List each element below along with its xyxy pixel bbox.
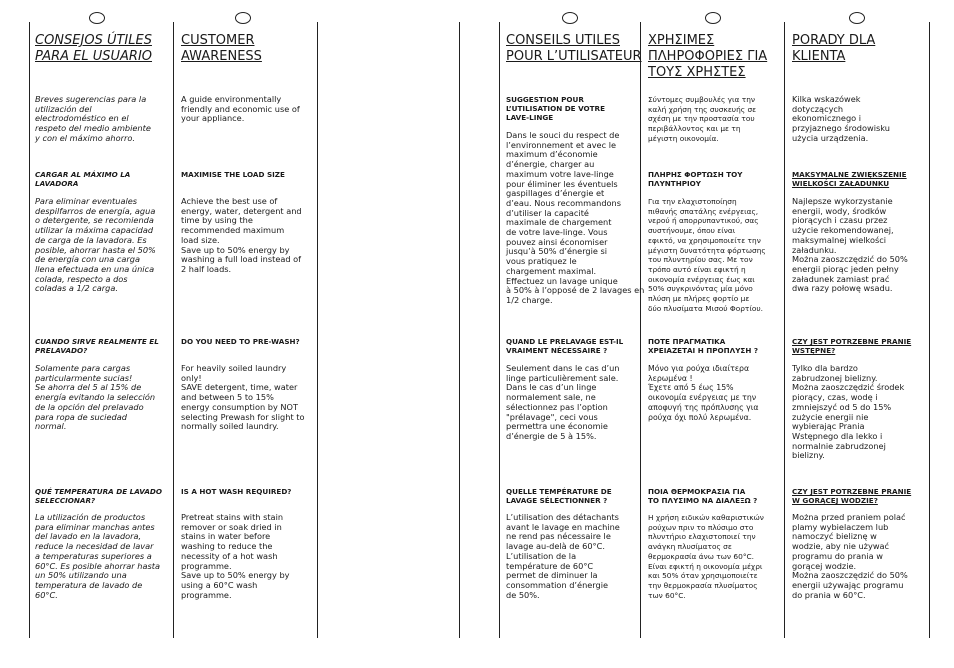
page-marker-oval	[705, 12, 721, 24]
column-rule	[173, 22, 174, 638]
heading-temperature-en: IS A HOT WASH REQUIRED?	[181, 487, 292, 496]
column-rule	[459, 22, 460, 638]
column-rule	[317, 22, 318, 638]
column-rule	[929, 22, 930, 638]
paragraph-prewash-pl: Tylko dla bardzo zabrudzonej bielizny. Można zaoszczędzić środek piorący, czas, wodę i zmniejszyć od 5 do 15% zużycie energii nie wybierając Prania Wstępnego dla lekko i normalnie zabrudzonej bielizny.	[792, 363, 905, 461]
heading-prewash-es: CUANDO SIRVE REALMENTE EL PRELAVADO?	[35, 337, 159, 355]
paragraph-load-gr: Για την ελαχιστοποίηση πιθανής σπατάλης ενέργειας, νερού ή απορρυπαντικού, σας συστήνουμε, όπου είναι εφικτό, να χρησιμοποιείτε την μέγιστη δυνατότητα φόρτωσης του πλυντηρίου σας. Με τον τρόπο αυτό είναι εφικτή η οικονομία ενέργειας έως και 50% συγκρινόντας μία μόνο πλύση με πλήρες φορτίο με δύο πλυσίματα Μισού Φορτίου.	[648, 197, 766, 313]
heading-suggestion-fr: SUGGESTION POUR L’UTILISATION DE VOTRE LAVE-LINGE	[506, 95, 605, 122]
heading-prewash-gr: ΠΟΤΕ ΠΡΑΓΜΑΤΙΚΑ ΧΡΕΙΑΖΕΤΑΙ Η ΠΡΟΠΛΥΣΗ ?	[648, 337, 759, 355]
paragraph-temperature-gr: Η χρήση ειδικών καθαριστικών ρούχων πριν το πλύσιμο στο πλυντήριο ελαχιστοποιεί την ανάγκη πλυσίματος σε θερμοκρασία άνω των 60°C. Είναι εφικτή η οικονομία μέχρι και 50% όταν χρησιμοποιείτε την θερμοκρασία πλυσίματος των 60°C.	[648, 513, 764, 600]
section-title-es: CONSEJOS ÚTILES PARA EL USUARIO	[35, 33, 153, 64]
heading-temperature-pl: CZY JEST POTRZEBNE PRANIE W GORĄCEJ WODZIE?	[792, 487, 912, 505]
section-title-fr: CONSEILS UTILES POUR L’UTILISATEUR	[506, 33, 642, 64]
section-title-gr: ΧΡΗΣΙΜΕΣ ΠΛΗΡΟΦΟΡΙΕΣ ΓΙΑ ΤΟΥΣ ΧΡΗΣΤΕΣ	[648, 33, 768, 80]
heading-temperature-gr: ΠΟΙΑ ΘΕΡΜΟΚΡΑΣΙΑ ΓΙΑ ΤΟ ΠΛΥΣΙΜΟ ΝΑ ΔΙΑΛΕΞΩ ?	[648, 487, 758, 505]
column-rule	[29, 22, 30, 638]
intro-text-es: Breves sugerencias para la utilización del electrodoméstico en el respeto del medio ambiente y con el máximo ahorro.	[35, 94, 151, 143]
heading-prewash-pl: CZY JEST POTRZEBNE PRANIE WSTĘPNE?	[792, 337, 912, 355]
heading-load-pl: MAKSYMALNE ZWIĘKSZENIE WIELKOŚCI ZAŁADUNKU	[792, 170, 907, 188]
paragraph-prewash-gr: Μόνο για ρούχα ιδιαίτερα λερωμένα ! Έχετε από 5 έως 15% οικονομία ενέργειας με την αποφυγή της πρόπλυσης για ρούχα όχι πολύ λερωμένα.	[648, 364, 759, 422]
paragraph-prewash-es: Solamente para cargas particularmente sucias! Se ahorra del 5 al 15% de energía evitando la selección de la opción del prelavado para ropa de suciedad normal.	[35, 363, 156, 432]
heading-temperature-fr: QUELLE TEMPÉRATURE DE LAVAGE SÉLECTIONNER ?	[506, 487, 612, 505]
paragraph-prewash-fr: Seulement dans le cas d’un linge particulièrement sale. Dans le cas d’un linge normalement sale, ne sélectionnez pas l’option "prélavage", ceci vous permettra une économie d’énergie de 5 à 15%.	[506, 363, 620, 441]
paragraph-load-fr: Dans le souci du respect de l’environnement et avec le maximum d’économie d’énergie, charger au maximum votre lave-linge pour éliminer les éventuels gaspillages d’énergie et d’eau. Nous recommandons d’utiliser la capacité maximale de chargement de votre lave-linge. Vous pouvez ainsi économiser jusqu’à 50% d’énergie si vous pratiquez le chargement maximal. Effectuez un lavage unique à 50% à l’opposé de 2 lavages en 1/2 charge.	[506, 130, 645, 305]
paragraph-temperature-es: La utilización de productos para eliminar manchas antes del lavado en la lavadora, reduce la necesidad de lavar a temperaturas superiores a 60°C. Es posible ahorrar hasta un 50% utilizando una temperatura de lavado de 60°C.	[35, 512, 160, 600]
paragraph-load-en: Achieve the best use of energy, water, detergent and time by using the recommended maximum load size. Save up to 50% energy by washing a full load instead of 2 half loads.	[181, 196, 302, 274]
page-marker-oval	[562, 12, 578, 24]
paragraph-load-es: Para eliminar eventuales despilfarros de energía, agua o detergente, se recomienda utilizar la máxima capacidad de carga de la lavadora. Es posible, ahorrar hasta el 50% de energía con una carga llena efectuada en una única colada, respecto a dos coladas a 1/2 carga.	[35, 196, 156, 294]
paragraph-load-pl: Najlepsze wykorzystanie energii, wody, środków piorących i czasu przez użycie rekomendowanej, maksymalnej wielkości załadunku. Można zaoszczędzić do 50% energii piorąc jeden pełny załadunek zamiast prać dwa razy połowę wsadu.	[792, 196, 908, 294]
column-rule	[640, 22, 641, 638]
page-marker-oval	[89, 12, 105, 24]
page-marker-oval	[849, 12, 865, 24]
page-marker-oval	[235, 12, 251, 24]
heading-prewash-fr: QUAND LE PRELAVAGE EST-IL VRAIMENT NÉCESSAIRE ?	[506, 337, 624, 355]
paragraph-temperature-pl: Można przed praniem polać plamy wybielaczem lub namoczyć bieliznę w wodzie, aby nie używać programu do prania w gorącej wodzie. Można zaoszczędzić do 50% energii używając programu do prania w 60°C.	[792, 512, 908, 600]
paragraph-temperature-fr: L’utilisation des détachants avant le lavage en machine ne rend pas nécessaire le lavage au-delà de 60°C. L’utilisation de la température de 60°C permet de diminuer la consommation d’énergie de 50%.	[506, 512, 620, 600]
intro-text-pl: Kilka wskazówek dotyczących ekonomicznego i przyjaznego środowisku użycia urządzenia.	[792, 94, 890, 143]
section-title-pl: PORADY DLA KLIENTA	[792, 33, 876, 64]
column-rule	[499, 22, 500, 638]
column-rule	[784, 22, 785, 638]
heading-load-es: CARGAR AL MÁXIMO LA LAVADORA	[35, 170, 131, 188]
paragraph-temperature-en: Pretreat stains with stain remover or soak dried in stains in water before washing to reduce the necessity of a hot wash programme. Save up to 50% energy by using a 60°C wash programme.	[181, 512, 290, 600]
intro-text-gr: Σύντομες συμβουλές για την καλή χρήση της συσκευής σε σχέση με την προστασία του περιβάλλοντος και με τη μέγιστη οικονομία.	[648, 95, 757, 143]
intro-text-en: A guide environmentally friendly and economic use of your appliance.	[181, 94, 300, 124]
heading-load-gr: ΠΛΗΡΗΣ ΦΟΡΤΩΣΗ ΤΟΥ ΠΛΥΝΤΗΡΙΟΥ	[648, 170, 743, 188]
section-title-en: CUSTOMER AWARENESS	[181, 33, 262, 64]
heading-temperature-es: QUÉ TEMPERATURA DE LAVADO SELECCIONAR?	[35, 487, 162, 505]
heading-prewash-en: DO YOU NEED TO PRE-WASH?	[181, 337, 300, 346]
heading-load-en: MAXIMISE THE LOAD SIZE	[181, 170, 285, 179]
paragraph-prewash-en: For heavily soiled laundry only! SAVE detergent, time, water and between 5 to 15% energy consumption by NOT selecting Prewash for slight to normally soiled laundry.	[181, 363, 305, 432]
